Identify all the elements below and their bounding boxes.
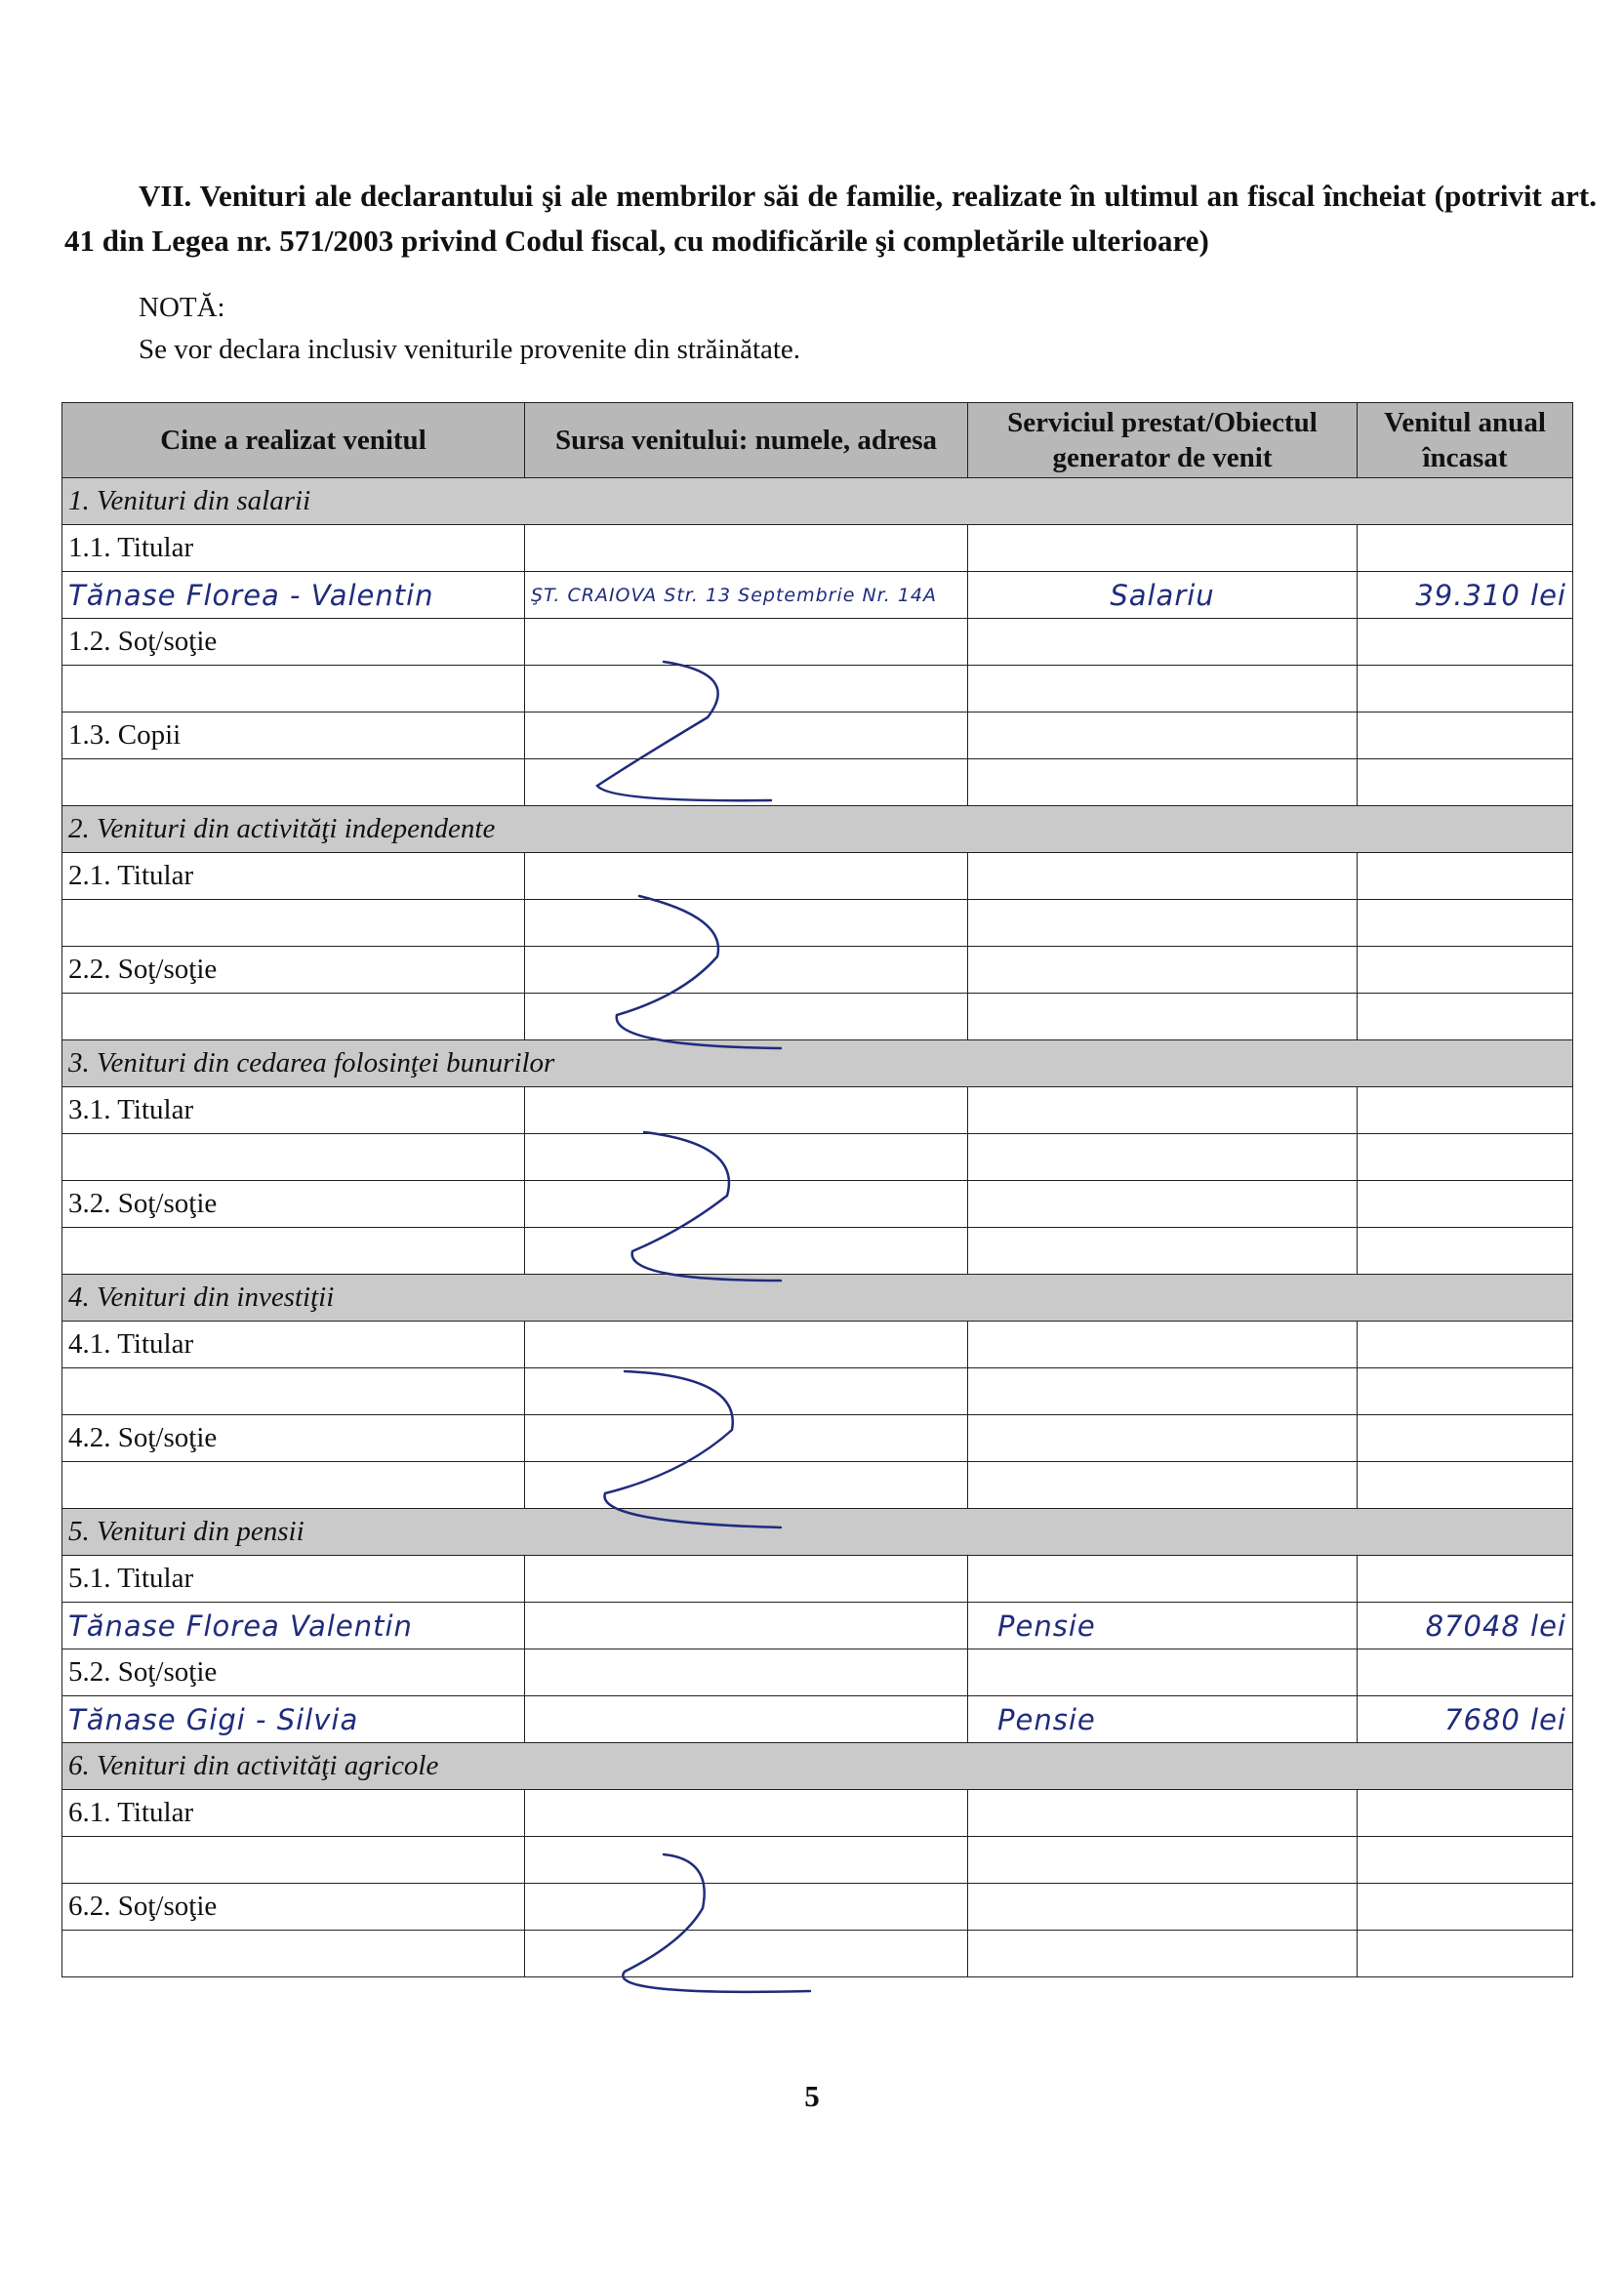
header-who: Cine a realizat venitul bbox=[62, 403, 525, 478]
section-row bbox=[62, 478, 1573, 525]
table-row bbox=[62, 1087, 1573, 1134]
table-row bbox=[62, 1322, 1573, 1368]
section-row bbox=[62, 1040, 1573, 1087]
table-row bbox=[62, 1415, 1573, 1462]
section-title-salaries: 1. Venituri din salarii bbox=[62, 478, 1573, 525]
table-row bbox=[62, 1556, 1573, 1603]
table-row bbox=[62, 525, 1573, 572]
row-label: 1.1. Titular bbox=[62, 525, 525, 572]
table-row bbox=[62, 712, 1573, 759]
section-title-property-use: 3. Venituri din cedarea folosinţei bunurilor bbox=[62, 1040, 1573, 1087]
table-row bbox=[62, 1603, 1573, 1649]
table-row bbox=[62, 1181, 1573, 1228]
cell-source bbox=[525, 619, 968, 666]
table-row bbox=[62, 1462, 1573, 1509]
handwritten-name: Tănase Florea - Valentin bbox=[62, 572, 525, 619]
section-heading bbox=[64, 174, 1597, 264]
income-table bbox=[61, 402, 1573, 1977]
section-row bbox=[62, 1509, 1573, 1556]
note-text: Se vor declara inclusiv veniturile provenite din străinătate. bbox=[139, 334, 801, 365]
cell-service bbox=[968, 525, 1358, 572]
table-row bbox=[62, 853, 1573, 900]
handwritten-income: 87048 lei bbox=[1358, 1603, 1573, 1649]
row-label: 5.1. Titular bbox=[62, 1556, 525, 1603]
row-label: 2.1. Titular bbox=[62, 853, 525, 900]
row-label: 4.2. Soţ/soţie bbox=[62, 1415, 525, 1462]
table-row bbox=[62, 900, 1573, 947]
row-label: 2.2. Soţ/soţie bbox=[62, 947, 525, 994]
handwritten-source: ŞT. CRAIOVA Str. 13 Septembrie Nr. 14A bbox=[525, 572, 968, 619]
section-title-independent: 2. Venituri din activităţi independente bbox=[62, 806, 1573, 853]
header-income: Venitul anual încasat bbox=[1358, 403, 1573, 478]
cell-income bbox=[1358, 525, 1573, 572]
note-block bbox=[139, 287, 800, 371]
table-row bbox=[62, 759, 1573, 806]
cell-source bbox=[525, 525, 968, 572]
table-row bbox=[62, 1368, 1573, 1415]
section-row bbox=[62, 1743, 1573, 1790]
table-row bbox=[62, 1790, 1573, 1837]
table-row bbox=[62, 1649, 1573, 1696]
row-label: 5.2. Soţ/soţie bbox=[62, 1649, 525, 1696]
section-title-pensions: 5. Venituri din pensii bbox=[62, 1509, 1573, 1556]
table-row bbox=[62, 1134, 1573, 1181]
section-title: VII. Venituri ale declarantului şi ale membrilor săi de familie, realizate în ultimul an fiscal încheiat (potrivit art. 41 din Legea nr. 571/2003 privind Codul fiscal, cu modificările şi completările ulterioare) bbox=[64, 179, 1597, 258]
table-row bbox=[62, 994, 1573, 1040]
handwritten-service: Pensie bbox=[968, 1696, 1358, 1743]
handwritten-income: 7680 lei bbox=[1358, 1696, 1573, 1743]
table-row bbox=[62, 1696, 1573, 1743]
section-row bbox=[62, 1275, 1573, 1322]
note-label: NOTĂ: bbox=[139, 292, 225, 323]
cell-service bbox=[968, 619, 1358, 666]
handwritten-income: 39.310 lei bbox=[1358, 572, 1573, 619]
handwritten-name: Tănase Florea Valentin bbox=[62, 1603, 525, 1649]
row-label: 3.1. Titular bbox=[62, 1087, 525, 1134]
row-label: 6.1. Titular bbox=[62, 1790, 525, 1837]
header-service: Serviciul prestat/Obiectul generator de venit bbox=[968, 403, 1358, 478]
table-header-row bbox=[62, 403, 1573, 478]
table-row bbox=[62, 619, 1573, 666]
cell-income bbox=[1358, 619, 1573, 666]
row-label: 1.2. Soţ/soţie bbox=[62, 619, 525, 666]
table-row bbox=[62, 572, 1573, 619]
handwritten-service: Salariu bbox=[968, 572, 1358, 619]
row-label: 6.2. Soţ/soţie bbox=[62, 1884, 525, 1931]
section-row bbox=[62, 806, 1573, 853]
section-title-agricultural: 6. Venituri din activităţi agricole bbox=[62, 1743, 1573, 1790]
table-row bbox=[62, 1837, 1573, 1884]
page-number: 5 bbox=[804, 2079, 820, 2113]
table-row bbox=[62, 1931, 1573, 1977]
section-title-investments: 4. Venituri din investiţii bbox=[62, 1275, 1573, 1322]
handwritten-service: Pensie bbox=[968, 1603, 1358, 1649]
table-row bbox=[62, 1884, 1573, 1931]
handwritten-name: Tănase Gigi - Silvia bbox=[62, 1696, 525, 1743]
header-source: Sursa venitului: numele, adresa bbox=[525, 403, 968, 478]
row-label: 4.1. Titular bbox=[62, 1322, 525, 1368]
table-row bbox=[62, 666, 1573, 712]
table-row bbox=[62, 947, 1573, 994]
row-label: 1.3. Copii bbox=[62, 712, 525, 759]
row-label: 3.2. Soţ/soţie bbox=[62, 1181, 525, 1228]
table-row bbox=[62, 1228, 1573, 1275]
